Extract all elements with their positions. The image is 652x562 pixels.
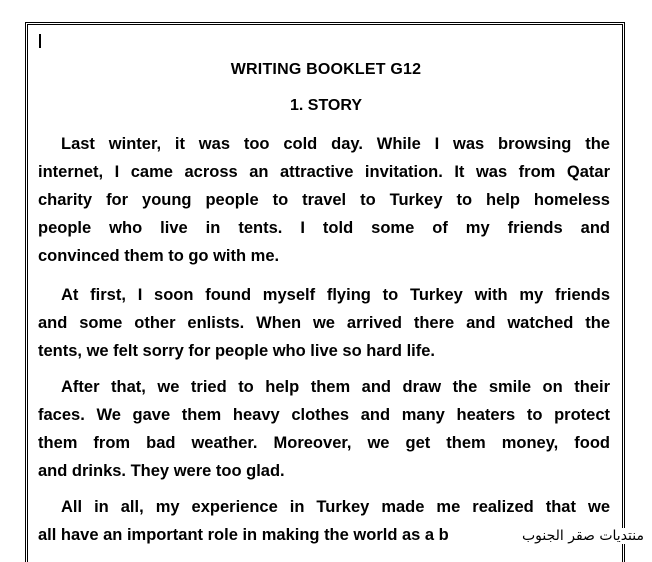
paragraph-line: At first, I soon found myself flying to Turkey with my friends (61, 286, 610, 304)
paragraph-line: faces. We gave them heavy clothes and many heaters to protect (38, 406, 610, 424)
paragraph-line: All in all, my experience in Turkey made me realized that we (61, 498, 610, 516)
paragraph-line: convinced them to go with me. (38, 247, 280, 265)
paragraph-1 (38, 130, 610, 270)
paragraph-line: all have an important role in making the world as a b (38, 526, 449, 544)
paragraph-line: Last winter, it was too cold day. While I was browsing the (61, 135, 610, 153)
text-cursor (39, 34, 41, 48)
section-title: 1. STORY (289, 97, 363, 114)
paragraph-line: and drinks. They were too glad. (38, 462, 285, 480)
paragraph-line: charity for young people to travel to Turkey to help homeless (38, 191, 610, 209)
paragraph-line: tents, we felt sorry for people who live so hard life. (38, 342, 435, 360)
paragraph-2 (38, 281, 610, 365)
paragraph-line: internet, I came across an attractive invitation. It was from Qatar (38, 163, 610, 181)
document-title: WRITING BOOKLET G12 (230, 61, 422, 78)
paragraph-line: After that, we tried to help them and draw the smile on their (61, 378, 610, 396)
paragraph-line: them from bad weather. Moreover, we get them money, food (38, 434, 610, 452)
paragraph-line: people who live in tents. I told some of my friends and (38, 219, 610, 237)
forum-watermark: منتديات صقر الجنوب (521, 528, 644, 544)
paragraph-line: and some other enlists. When we arrived there and watched the (38, 314, 610, 332)
paragraph-3 (38, 373, 610, 485)
